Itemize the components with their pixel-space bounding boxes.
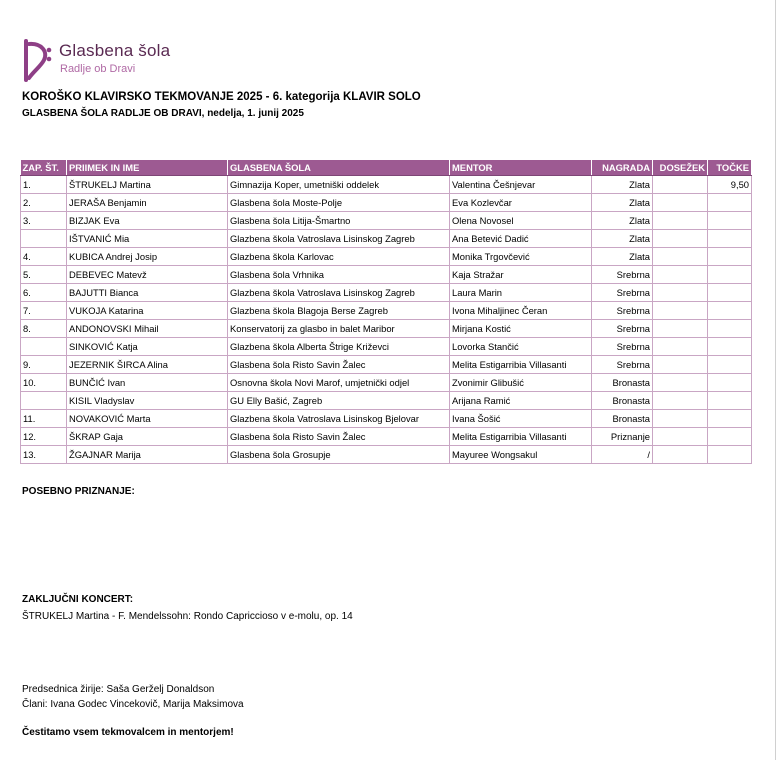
cell-school: Glazbena škola Vatroslava Lisinskog Bjelovar: [228, 410, 450, 428]
cell-school: Glasbena šola Litija-Šmartno: [228, 212, 450, 230]
cell-number: 11.: [21, 410, 67, 428]
cell-award: Bronasta: [592, 410, 653, 428]
cell-name: BIZJAK Eva: [67, 212, 228, 230]
cell-school: Osnovna škola Novi Marof, umjetnički odjel: [228, 374, 450, 392]
cell-name: IŠTVANIĆ Mia: [67, 230, 228, 248]
document-subtitle: GLASBENA ŠOLA RADLJE OB DRAVI, nedelja, 1. junij 2025: [22, 108, 304, 119]
cell-points: [708, 356, 752, 374]
table-row: [21, 374, 752, 392]
cell-award: Zlata: [592, 194, 653, 212]
cell-award: Srebrna: [592, 320, 653, 338]
table-row: [21, 392, 752, 410]
cell-number: 1.: [21, 176, 67, 194]
cell-mentor: Valentina Češnjevar: [450, 176, 592, 194]
cell-number: 5.: [21, 266, 67, 284]
cell-name: ŠTRUKELJ Martina: [67, 176, 228, 194]
cell-award: Srebrna: [592, 302, 653, 320]
cell-points: [708, 230, 752, 248]
table-row: [21, 212, 752, 230]
cell-points: [708, 446, 752, 464]
logo-subtitle: Radlje ob Dravi: [60, 63, 136, 75]
cell-mentor: Monika Trgovčević: [450, 248, 592, 266]
cell-achievement: [653, 194, 708, 212]
cell-points: [708, 212, 752, 230]
cell-name: ŠKRAP Gaja: [67, 428, 228, 446]
cell-name: KISIL Vladyslav: [67, 392, 228, 410]
col-header-school: GLASBENA ŠOLA: [228, 160, 450, 176]
cell-school: Glasbena šola Risto Savin Žalec: [228, 428, 450, 446]
cell-number: 13.: [21, 446, 67, 464]
cell-name: VUKOJA Katarina: [67, 302, 228, 320]
table-row: [21, 302, 752, 320]
table-row: [21, 428, 752, 446]
cell-number: 9.: [21, 356, 67, 374]
cell-award: Priznanje: [592, 428, 653, 446]
cell-school: Glazbena škola Blagoja Berse Zagreb: [228, 302, 450, 320]
cell-achievement: [653, 320, 708, 338]
cell-points: [708, 374, 752, 392]
col-header-name: PRIIMEK IN IME: [67, 160, 228, 176]
cell-school: Glazbena škola Alberta Štrige Križevci: [228, 338, 450, 356]
cell-name: SINKOVIĆ Katja: [67, 338, 228, 356]
table-row: [21, 284, 752, 302]
cell-mentor: Mirjana Kostić: [450, 320, 592, 338]
cell-number: 12.: [21, 428, 67, 446]
cell-name: BAJUTTI Bianca: [67, 284, 228, 302]
cell-name: KUBICA Andrej Josip: [67, 248, 228, 266]
cell-school: Gimnazija Koper, umetniški oddelek: [228, 176, 450, 194]
cell-school: Glazbena škola Karlovac: [228, 248, 450, 266]
cell-achievement: [653, 230, 708, 248]
table-row: [21, 410, 752, 428]
cell-award: Srebrna: [592, 266, 653, 284]
cell-mentor: Melita Estigarribia Villasanti: [450, 356, 592, 374]
cell-number: [21, 338, 67, 356]
cell-mentor: Eva Kozlevčar: [450, 194, 592, 212]
cell-number: [21, 392, 67, 410]
cell-mentor: Mayuree Wongsakul: [450, 446, 592, 464]
cell-name: ANDONOVSKI Mihail: [67, 320, 228, 338]
cell-school: GU Elly Bašić, Zagreb: [228, 392, 450, 410]
cell-points: [708, 284, 752, 302]
cell-name: DEBEVEC Matevž: [67, 266, 228, 284]
page-edge: [775, 0, 776, 760]
cell-achievement: [653, 266, 708, 284]
cell-achievement: [653, 410, 708, 428]
col-header-mentor: MENTOR: [450, 160, 592, 176]
cell-award: Zlata: [592, 176, 653, 194]
cell-points: [708, 302, 752, 320]
cell-award: Zlata: [592, 230, 653, 248]
jury-members: Člani: Ivana Godec Vincekovič, Marija Maksimova: [22, 699, 244, 710]
cell-points: [708, 428, 752, 446]
cell-points: [708, 392, 752, 410]
cell-achievement: [653, 284, 708, 302]
cell-name: BUNČIĆ Ivan: [67, 374, 228, 392]
cell-name: JERAŠA Benjamin: [67, 194, 228, 212]
cell-number: [21, 230, 67, 248]
cell-number: 4.: [21, 248, 67, 266]
cell-award: Srebrna: [592, 338, 653, 356]
cell-school: Glasbena šola Moste-Polje: [228, 194, 450, 212]
cell-award: Zlata: [592, 212, 653, 230]
logo-title: Glasbena šola: [59, 41, 171, 60]
table-header-row: [21, 160, 752, 176]
table-row: [21, 194, 752, 212]
final-concert-label: ZAKLJUČNI KONCERT:: [22, 594, 134, 605]
table-row: [21, 320, 752, 338]
cell-points: [708, 320, 752, 338]
cell-number: 6.: [21, 284, 67, 302]
cell-name: NOVAKOVIĆ Marta: [67, 410, 228, 428]
cell-points: 9,50: [708, 176, 752, 194]
cell-award: Srebrna: [592, 284, 653, 302]
col-header-award: NAGRADA: [592, 160, 653, 176]
cell-number: 8.: [21, 320, 67, 338]
jury-president: Predsednica žirije: Saša Gerželj Donaldson: [22, 684, 215, 695]
cell-number: 3.: [21, 212, 67, 230]
results-table: [20, 160, 752, 464]
school-logo: [22, 38, 192, 84]
cell-mentor: Ana Betević Dadić: [450, 230, 592, 248]
cell-school: Glasbena šola Vrhnika: [228, 266, 450, 284]
cell-achievement: [653, 392, 708, 410]
cell-mentor: Arijana Ramić: [450, 392, 592, 410]
table-row: [21, 176, 752, 194]
logo-clef-icon: [22, 38, 56, 82]
cell-points: [708, 194, 752, 212]
table-row: [21, 356, 752, 374]
table-row: [21, 230, 752, 248]
table-row: [21, 338, 752, 356]
final-concert-text: ŠTRUKELJ Martina - F. Mendelssohn: Rondo Capriccioso v e-molu, op. 14: [22, 611, 353, 622]
cell-achievement: [653, 248, 708, 266]
cell-school: Glasbena šola Grosupje: [228, 446, 450, 464]
cell-achievement: [653, 212, 708, 230]
cell-award: Bronasta: [592, 374, 653, 392]
cell-achievement: [653, 302, 708, 320]
cell-number: 2.: [21, 194, 67, 212]
cell-award: /: [592, 446, 653, 464]
cell-points: [708, 338, 752, 356]
cell-achievement: [653, 338, 708, 356]
cell-mentor: Zvonimir Glibušić: [450, 374, 592, 392]
cell-school: Glazbena škola Vatroslava Lisinskog Zagreb: [228, 230, 450, 248]
cell-mentor: Laura Marin: [450, 284, 592, 302]
cell-mentor: Olena Novosel: [450, 212, 592, 230]
cell-achievement: [653, 446, 708, 464]
cell-mentor: Kaja Stražar: [450, 266, 592, 284]
cell-achievement: [653, 374, 708, 392]
cell-mentor: Lovorka Stančić: [450, 338, 592, 356]
col-header-achievement: DOSEŽEK: [653, 160, 708, 176]
cell-school: Glasbena šola Risto Savin Žalec: [228, 356, 450, 374]
cell-mentor: Ivona Mihaljinec Čeran: [450, 302, 592, 320]
cell-points: [708, 410, 752, 428]
cell-points: [708, 248, 752, 266]
cell-award: Zlata: [592, 248, 653, 266]
cell-points: [708, 266, 752, 284]
cell-mentor: Melita Estigarribia Villasanti: [450, 428, 592, 446]
cell-name: JEZERNIK ŠIRCA Alina: [67, 356, 228, 374]
document-title: KOROŠKO KLAVIRSKO TEKMOVANJE 2025 - 6. kategorija KLAVIR SOLO: [22, 91, 421, 103]
cell-number: 7.: [21, 302, 67, 320]
table-row: [21, 248, 752, 266]
cell-award: Srebrna: [592, 356, 653, 374]
cell-school: Konservatorij za glasbo in balet Maribor: [228, 320, 450, 338]
cell-achievement: [653, 176, 708, 194]
table-row: [21, 446, 752, 464]
cell-achievement: [653, 428, 708, 446]
col-header-points: TOČKE: [708, 160, 752, 176]
col-header-number: ZAP. ŠT.: [21, 160, 67, 176]
cell-achievement: [653, 356, 708, 374]
closing-message: Čestitamo vsem tekmovalcem in mentorjem!: [22, 727, 234, 738]
cell-school: Glazbena škola Vatroslava Lisinskog Zagreb: [228, 284, 450, 302]
cell-mentor: Ivana Šošić: [450, 410, 592, 428]
cell-award: Bronasta: [592, 392, 653, 410]
cell-name: ŽGAJNAR Marija: [67, 446, 228, 464]
cell-number: 10.: [21, 374, 67, 392]
table-row: [21, 266, 752, 284]
special-award-label: POSEBNO PRIZNANJE:: [22, 486, 135, 497]
